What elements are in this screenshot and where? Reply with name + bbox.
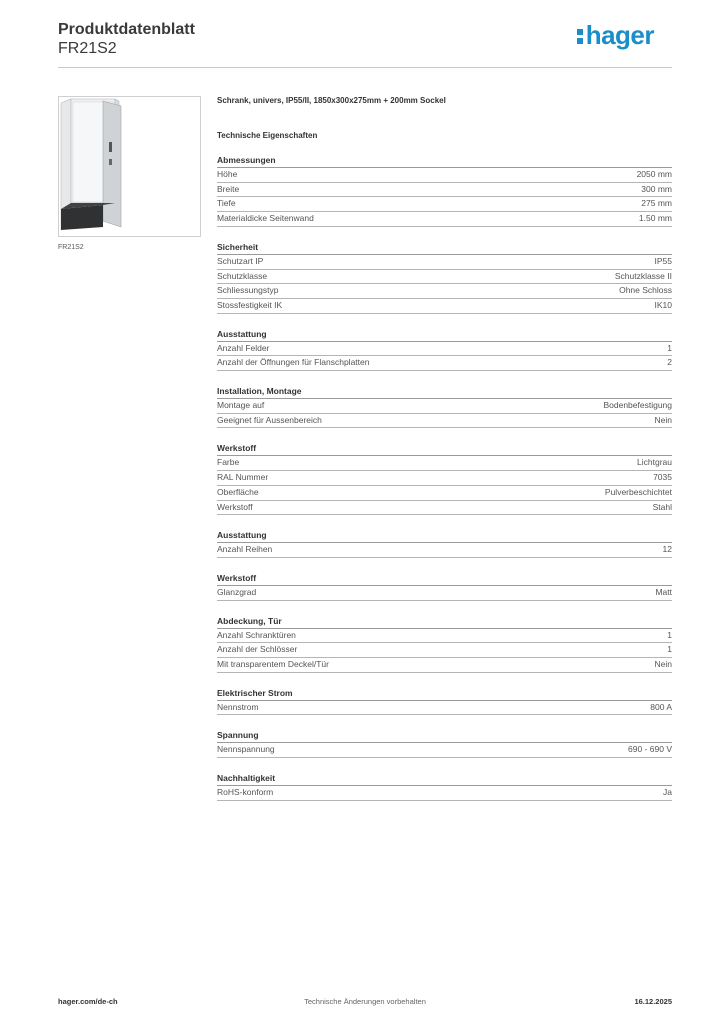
spec-row [217, 356, 672, 371]
logo-mark-icon [577, 24, 584, 44]
spec-row [217, 299, 672, 314]
spec-section [217, 242, 672, 314]
spec-label: Anzahl der Schlösser [217, 644, 298, 655]
footer-note: Technische Änderungen vorbehalten [304, 997, 426, 1006]
product-code: FR21S2 [58, 40, 117, 57]
spec-label: Werkstoff [217, 501, 253, 512]
spec-label: Schutzart IP [217, 255, 264, 266]
spec-row [217, 471, 672, 486]
spec-label: Breite [217, 183, 240, 194]
product-description: Schrank, univers, IP55/II, 1850x300x275mm + 200mm Sockel [217, 96, 446, 105]
spec-label: Höhe [217, 169, 238, 179]
spec-section [217, 530, 672, 558]
cabinet-icon [59, 97, 200, 236]
section-title: Ausstattung [217, 530, 672, 543]
spec-value: 2050 mm [636, 169, 672, 179]
spec-section [217, 688, 672, 716]
spec-label: Oberfläche [217, 486, 259, 497]
section-title: Installation, Montage [217, 386, 672, 399]
section-title: Werkstoff [217, 573, 672, 586]
spec-value: Nein [654, 414, 672, 425]
spec-label: Glanzgrad [217, 586, 257, 597]
spec-value: 2 [667, 357, 672, 368]
spec-label: Anzahl Reihen [217, 544, 273, 555]
spec-value: IP55 [654, 255, 672, 266]
spec-section [217, 443, 672, 515]
spec-row [217, 414, 672, 429]
spec-value: 300 mm [641, 183, 672, 194]
spec-row [217, 501, 672, 516]
header-divider [58, 67, 672, 68]
hager-logo[interactable] [577, 20, 654, 51]
spec-section [217, 616, 672, 673]
section-title: Werkstoff [217, 443, 672, 456]
page-header [58, 20, 672, 58]
spec-section [217, 773, 672, 801]
spec-row [217, 786, 672, 801]
spec-sections [217, 155, 672, 801]
spec-label: Anzahl der Öffnungen für Flanschplatten [217, 357, 370, 368]
spec-label: Montage auf [217, 400, 265, 411]
spec-value: 7035 [653, 472, 672, 483]
section-title: Nachhaltigkeit [217, 773, 672, 786]
spec-value: Schutzklasse II [614, 270, 672, 281]
spec-value: 690 - 690 V [628, 744, 672, 755]
spec-row [217, 342, 672, 357]
section-title: Spannung [217, 730, 672, 743]
spec-value: Lichtgrau [637, 457, 672, 468]
section-title: Elektrischer Strom [217, 688, 672, 701]
spec-row [217, 284, 672, 299]
spec-label: Tiefe [217, 198, 236, 209]
spec-label: Schutzklasse [217, 270, 268, 281]
spec-label: Geeignet für Aussenbereich [217, 414, 322, 425]
spec-section [217, 573, 672, 601]
spec-row [217, 643, 672, 658]
spec-row [217, 456, 672, 471]
spec-section [217, 386, 672, 428]
spec-row [217, 197, 672, 212]
spec-row [217, 701, 672, 716]
spec-label: Materialdicke Seitenwand [217, 213, 314, 224]
spec-value: Stahl [652, 501, 672, 512]
spec-row [217, 486, 672, 501]
spec-value: 1.50 mm [638, 213, 672, 224]
spec-row [217, 586, 672, 601]
image-caption: FR21S2 [58, 244, 84, 251]
spec-value: IK10 [654, 299, 672, 310]
spec-value: 1 [667, 644, 672, 655]
spec-row [217, 629, 672, 644]
spec-value: Pulverbeschichtet [604, 486, 672, 497]
spec-row [217, 255, 672, 270]
spec-value: Ja [663, 787, 672, 798]
spec-label: RoHS-konform [217, 787, 274, 798]
spec-label: Mit transparentem Deckel/Tür [217, 659, 329, 670]
spec-row [217, 270, 672, 285]
spec-label: Stossfestigkeit IK [217, 299, 283, 310]
spec-row [217, 212, 672, 227]
section-title: Ausstattung [217, 329, 672, 342]
spec-label: Nennstrom [217, 701, 259, 712]
spec-value: 1 [667, 342, 672, 353]
spec-value: Bodenbefestigung [603, 400, 672, 411]
spec-label: Nennspannung [217, 744, 275, 755]
section-title: Sicherheit [217, 242, 672, 255]
tech-properties-heading: Technische Eigenschaften [217, 131, 318, 140]
document-title: Produktdatenblatt [58, 21, 195, 38]
spec-value: 12 [662, 544, 672, 555]
spec-row [217, 543, 672, 558]
spec-value: 800 A [650, 701, 672, 712]
spec-section [217, 155, 672, 227]
spec-row [217, 743, 672, 758]
spec-value: 275 mm [641, 198, 672, 209]
spec-label: Farbe [217, 457, 240, 468]
footer-website-link[interactable]: hager.com/de-ch [58, 997, 118, 1006]
spec-row [217, 168, 672, 183]
section-title: Abdeckung, Tür [217, 616, 672, 629]
spec-value: 1 [667, 629, 672, 640]
footer-date: 16.12.2025 [634, 997, 672, 1006]
section-title: Abmessungen [217, 155, 672, 168]
spec-value: Matt [655, 586, 672, 597]
spec-content [217, 96, 672, 801]
spec-section [217, 329, 672, 371]
spec-label: RAL Nummer [217, 472, 269, 483]
spec-value: Nein [654, 659, 672, 670]
spec-section [217, 730, 672, 758]
spec-row [217, 399, 672, 414]
logo-text: hager [585, 20, 654, 50]
spec-row [217, 658, 672, 673]
spec-row [217, 183, 672, 198]
product-image [58, 96, 201, 237]
spec-label: Schliessungstyp [217, 285, 279, 296]
spec-value: Ohne Schloss [619, 285, 672, 296]
spec-label: Anzahl Felder [217, 342, 270, 353]
spec-label: Anzahl Schranktüren [217, 629, 296, 640]
